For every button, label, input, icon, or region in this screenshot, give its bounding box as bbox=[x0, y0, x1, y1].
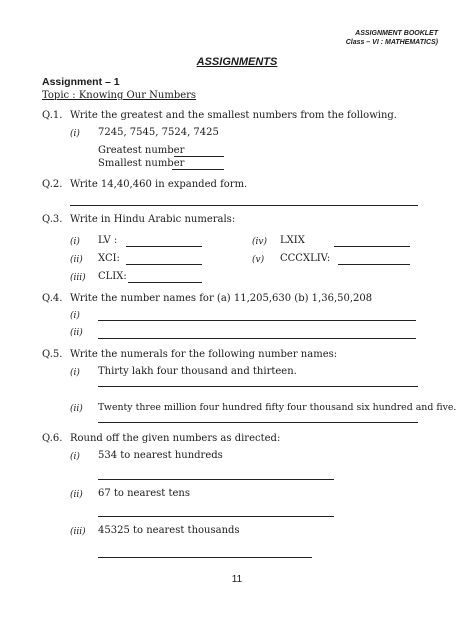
q6-ii-answer-line[interactable] bbox=[98, 516, 334, 517]
q4-item-roman: (i) bbox=[70, 311, 80, 321]
q3-item-text: LXIX bbox=[280, 235, 305, 246]
q6-number: Q.6. bbox=[42, 433, 63, 444]
q6-item-text: 45325 to nearest thousands bbox=[98, 525, 240, 536]
q5-number: Q.5. bbox=[42, 349, 63, 360]
q3-item-roman: (iii) bbox=[70, 273, 86, 283]
q3-text: Write in Hindu Arabic numerals: bbox=[70, 214, 236, 225]
q5-item-roman: (ii) bbox=[70, 404, 83, 414]
page-number: 11 bbox=[231, 574, 243, 585]
q3-i-answer-line[interactable] bbox=[126, 246, 202, 247]
q4-ii-answer-line[interactable] bbox=[98, 338, 416, 339]
q6-item-text: 67 to nearest tens bbox=[98, 488, 190, 499]
q2-number: Q.2. bbox=[42, 179, 63, 190]
greatest-label: Greatest number bbox=[98, 145, 185, 156]
q1-number: Q.1. bbox=[42, 110, 63, 121]
q3-item-roman: (ii) bbox=[70, 255, 83, 265]
q3-iv-answer-line[interactable] bbox=[334, 246, 410, 247]
q6-text: Round off the given numbers as directed: bbox=[70, 433, 281, 444]
smallest-label: Smallest number bbox=[98, 158, 185, 169]
q6-i-answer-line[interactable] bbox=[98, 479, 334, 480]
q3-item-text: CCCXLIV: bbox=[280, 253, 331, 264]
q6-item-roman: (i) bbox=[70, 452, 80, 462]
assignment-heading: Assignment – 1 bbox=[42, 76, 120, 88]
class-subject-header: Class – VI : MATHEMATICS) bbox=[345, 39, 438, 46]
q2-text: Write 14,40,460 in expanded form. bbox=[70, 179, 248, 190]
q4-number: Q.4. bbox=[42, 293, 63, 304]
q5-text: Write the numerals for the following number names: bbox=[70, 349, 338, 360]
q6-item-roman: (ii) bbox=[70, 490, 83, 500]
q3-item-text: LV : bbox=[98, 235, 118, 246]
page-title: ASSIGNMENTS bbox=[196, 56, 278, 68]
q6-item-roman: (iii) bbox=[70, 527, 86, 537]
q3-v-answer-line[interactable] bbox=[338, 264, 410, 265]
q3-iii-answer-line[interactable] bbox=[128, 282, 202, 283]
q1-text: Write the greatest and the smallest numbers from the following. bbox=[70, 110, 397, 121]
q5-item-text: Thirty lakh four thousand and thirteen. bbox=[98, 366, 297, 377]
q5-ii-answer-line[interactable] bbox=[98, 422, 418, 423]
q3-item-text: XCI: bbox=[98, 253, 120, 264]
q4-i-answer-line[interactable] bbox=[98, 320, 416, 321]
q3-number: Q.3. bbox=[42, 214, 63, 225]
topic-heading: Topic : Knowing Our Numbers bbox=[42, 90, 197, 101]
smallest-answer-line[interactable] bbox=[172, 169, 224, 170]
q3-item-roman: (i) bbox=[70, 237, 80, 247]
q3-item-text: CLIX: bbox=[98, 271, 127, 282]
booklet-header: ASSIGNMENT BOOKLET bbox=[355, 30, 438, 37]
q6-iii-answer-line[interactable] bbox=[98, 557, 312, 558]
q5-i-answer-line[interactable] bbox=[98, 386, 418, 387]
q3-ii-answer-line[interactable] bbox=[126, 264, 202, 265]
q4-text: Write the number names for (a) 11,205,630 (b) 1,36,50,208 bbox=[70, 293, 373, 304]
q5-item-text: Twenty three million four hundred fifty four thousand six hundred and five. bbox=[98, 402, 457, 413]
q4-item-roman: (ii) bbox=[70, 328, 83, 338]
q6-item-text: 534 to nearest hundreds bbox=[98, 450, 223, 461]
q5-item-roman: (i) bbox=[70, 368, 80, 378]
q3-item-roman: (iv) bbox=[252, 237, 267, 247]
q2-answer-line[interactable] bbox=[70, 205, 418, 206]
q1-item-text: 7245, 7545, 7524, 7425 bbox=[98, 127, 219, 138]
q1-item-roman: (i) bbox=[70, 129, 80, 139]
greatest-answer-line[interactable] bbox=[174, 156, 224, 157]
q3-item-roman: (v) bbox=[252, 255, 265, 265]
